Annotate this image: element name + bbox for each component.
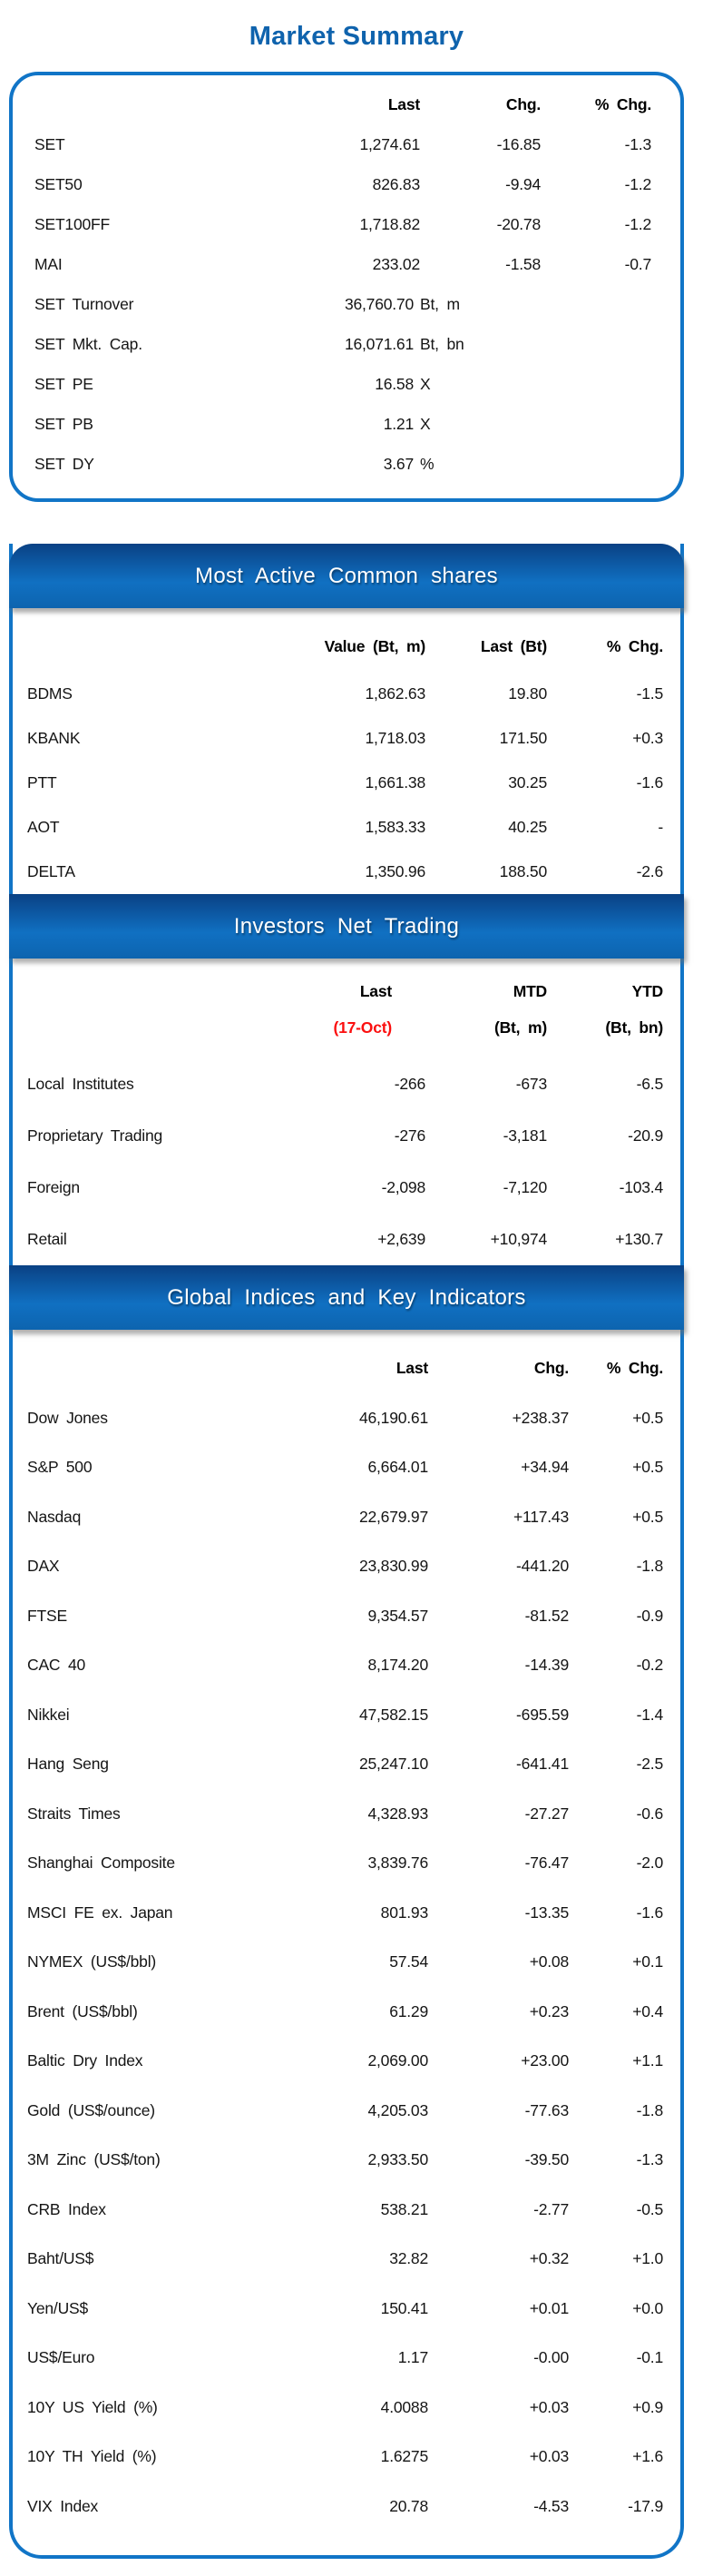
row-label: Baltic Dry Index — [27, 2051, 143, 2070]
cell-value: 16,071.61 — [344, 334, 414, 353]
table-row — [27, 1393, 663, 1443]
cell-value: -20.9 — [628, 1126, 663, 1145]
cell-value: +0.08 — [529, 1952, 569, 1971]
col-header-last: Last (Bt) — [480, 636, 547, 655]
cell-value: -1.6 — [636, 773, 663, 791]
table-row — [27, 2185, 663, 2235]
table-row — [27, 1492, 663, 1542]
cell-value: -1.3 — [636, 2150, 663, 2169]
cell-value: 826.83 — [372, 174, 420, 193]
table-row — [34, 244, 651, 284]
page-title: Market Summary — [249, 22, 464, 51]
table-row — [27, 1789, 663, 1839]
row-label: DAX — [27, 1557, 60, 1576]
cell-value: 4,328.93 — [367, 1804, 428, 1823]
row-label: DELTA — [27, 862, 75, 880]
row-label: Straits Times — [27, 1804, 121, 1823]
row-label: SET Turnover — [34, 294, 134, 313]
section-header-most-active — [9, 544, 684, 608]
row-label: Local Institutes — [27, 1075, 134, 1093]
cell-value: -2.6 — [636, 862, 663, 880]
table-row — [34, 164, 651, 204]
row-label: Dow Jones — [27, 1408, 108, 1427]
row-label: SET100FF — [34, 214, 111, 233]
cell-value: 1,718.82 — [359, 214, 420, 233]
cell-value: +0.01 — [529, 2298, 569, 2317]
cell-value: -14.39 — [524, 1656, 569, 1675]
cell-value: -16.85 — [496, 134, 541, 153]
cell-value: 1,661.38 — [365, 773, 425, 791]
cell-value: 1,583.33 — [365, 818, 425, 836]
row-label: Retail — [27, 1230, 67, 1248]
row-label: AOT — [27, 818, 60, 836]
cell-value: 1,274.61 — [359, 134, 420, 153]
cell-value: -81.52 — [524, 1606, 569, 1625]
section-title-investors: Investors Net Trading — [233, 913, 460, 939]
cell-value: -77.63 — [524, 2100, 569, 2119]
row-label: Nikkei — [27, 1705, 70, 1724]
most-active-rows — [27, 672, 663, 894]
row-label: S&P 500 — [27, 1458, 93, 1477]
row-label: Foreign — [27, 1178, 80, 1196]
cell-value: +0.1 — [632, 1952, 663, 1971]
cell-value: +0.4 — [632, 2001, 663, 2020]
cell-value: -76.47 — [524, 1853, 569, 1873]
cell-value: -641.41 — [516, 1755, 569, 1774]
cell-value: -266 — [394, 1075, 425, 1093]
cell-value: 4.0088 — [380, 2397, 428, 2416]
cell-value: +0.3 — [632, 729, 663, 747]
cell-value: -20.78 — [496, 214, 541, 233]
table-row — [27, 2284, 663, 2334]
table-row — [27, 1839, 663, 1889]
most-active-table — [13, 608, 680, 894]
col-header-mtd-unit: (Bt, m) — [493, 1018, 547, 1037]
cell-value: 1,862.63 — [365, 684, 425, 703]
cell-value: +0.0 — [632, 2298, 663, 2317]
cell-value: +1.6 — [632, 2447, 663, 2466]
table-row — [27, 761, 663, 805]
cell-value: 32.82 — [389, 2249, 428, 2268]
cell-value: 16.58 — [375, 374, 414, 393]
cell-value: -1.58 — [505, 254, 541, 273]
table-row — [27, 1987, 663, 2037]
table-row — [27, 1542, 663, 1592]
cell-value: 23,830.99 — [358, 1557, 428, 1576]
cell-value: 46,190.61 — [358, 1408, 428, 1427]
table-row — [27, 1938, 663, 1988]
row-label: 3M Zinc (US$/ton) — [27, 2150, 161, 2169]
col-header-mtd — [425, 973, 547, 1046]
cell-value: 150.41 — [380, 2298, 428, 2317]
cell-value: 1,350.96 — [365, 862, 425, 880]
table-row — [27, 1690, 663, 1740]
table-row — [27, 2334, 663, 2384]
row-label: Yen/US$ — [27, 2298, 89, 2317]
col-header-chg: Chg. — [505, 94, 541, 113]
cell-value: 188.50 — [499, 862, 547, 880]
table-row — [27, 2433, 663, 2483]
cell-value: -1.2 — [624, 174, 651, 193]
row-label: NYMEX (US$/bbl) — [27, 1952, 157, 1971]
cell-value: 801.93 — [380, 1903, 428, 1922]
cell-value: 22,679.97 — [358, 1507, 428, 1526]
cell-value: 1.6275 — [380, 2447, 428, 2466]
sections-panel — [9, 544, 684, 2559]
table-row — [34, 364, 651, 404]
cell-value: 20.78 — [389, 2496, 428, 2515]
cell-value: -1.2 — [624, 214, 651, 233]
cell-value: +0.5 — [632, 1408, 663, 1427]
table-row — [34, 324, 651, 364]
cell-unit: Bt, bn — [420, 334, 464, 353]
col-header-mtd-label: MTD — [513, 982, 547, 1000]
cell-value: -0.2 — [636, 1656, 663, 1675]
row-label: PTT — [27, 773, 57, 791]
row-label: Shanghai Composite — [27, 1853, 175, 1873]
table-row — [27, 1214, 663, 1265]
table-row — [34, 204, 651, 244]
row-label: CRB Index — [27, 2199, 106, 2218]
row-label: MAI — [34, 254, 63, 273]
cell-value: 9,354.57 — [367, 1606, 428, 1625]
cell-value: +0.03 — [529, 2447, 569, 2466]
table-row — [34, 444, 651, 484]
set-summary-rows — [34, 124, 651, 484]
row-label: CAC 40 — [27, 1656, 86, 1675]
cell-value: 538.21 — [380, 2199, 428, 2218]
cell-value: -13.35 — [524, 1903, 569, 1922]
cell-value: -0.6 — [636, 1804, 663, 1823]
cell-value: +2,639 — [377, 1230, 425, 1248]
table-row — [27, 1110, 663, 1162]
cell-value: -6.5 — [636, 1075, 663, 1093]
cell-value: 1,718.03 — [365, 729, 425, 747]
cell-value: +1.1 — [632, 2051, 663, 2070]
row-label: SET50 — [34, 174, 83, 193]
table-row — [27, 2136, 663, 2186]
cell-value: -1.8 — [636, 2100, 663, 2119]
row-label: SET DY — [34, 454, 94, 473]
cell-value: -1.6 — [636, 1903, 663, 1922]
table-row — [27, 2037, 663, 2087]
cell-value: -103.4 — [619, 1178, 663, 1196]
table-row — [27, 2383, 663, 2433]
cell-value: -39.50 — [524, 2150, 569, 2169]
row-label: SET PE — [34, 374, 93, 393]
cell-unit: X — [420, 414, 431, 433]
row-label: SET — [34, 134, 65, 153]
col-header-ytd-unit: (Bt, bn) — [605, 1018, 663, 1037]
cell-value: -1.3 — [624, 134, 651, 153]
table-row — [27, 672, 663, 716]
col-header-last: Last — [396, 1358, 428, 1377]
row-label: Nasdaq — [27, 1507, 82, 1526]
cell-value: +117.43 — [513, 1507, 569, 1526]
col-header-pct-chg: % Chg. — [594, 94, 651, 113]
cell-value: -7,120 — [503, 1178, 547, 1196]
set-summary-panel — [9, 72, 684, 502]
cell-value: -0.5 — [636, 2199, 663, 2218]
cell-unit: X — [420, 374, 431, 393]
col-header-ytd — [547, 973, 663, 1046]
cell-value: 6,664.01 — [367, 1458, 428, 1477]
cell-value: +0.5 — [632, 1458, 663, 1477]
cell-unit: Bt, m — [420, 294, 460, 313]
row-label: SET PB — [34, 414, 93, 433]
cell-value: +34.94 — [521, 1458, 569, 1477]
cell-value: -1.5 — [636, 684, 663, 703]
row-label: VIX Index — [27, 2496, 99, 2515]
cell-value: 61.29 — [389, 2001, 428, 2020]
global-indices-rows — [27, 1393, 663, 2532]
table-row — [34, 404, 651, 444]
cell-value: -695.59 — [516, 1705, 569, 1724]
cell-value: +0.23 — [529, 2001, 569, 2020]
table-row — [34, 284, 651, 324]
cell-value: 3.67 — [383, 454, 414, 473]
table-row — [27, 1058, 663, 1110]
cell-value: 1.21 — [383, 414, 414, 433]
cell-value: +0.03 — [529, 2397, 569, 2416]
table-row — [27, 716, 663, 761]
col-header-last: Last — [387, 94, 420, 113]
cell-value: 3,839.76 — [367, 1853, 428, 1873]
row-label: BDMS — [27, 684, 73, 703]
investors-table — [13, 959, 680, 1265]
cell-value: 36,760.70 — [344, 294, 414, 313]
col-header-pct-chg: % Chg. — [606, 1358, 663, 1377]
cell-value: -2,098 — [381, 1178, 425, 1196]
col-header-last-date: (17-Oct) — [333, 1018, 392, 1037]
row-label: Gold (US$/ounce) — [27, 2100, 155, 2119]
table-row — [27, 1888, 663, 1938]
row-label: US$/Euro — [27, 2348, 95, 2367]
cell-value: 19.80 — [508, 684, 547, 703]
section-header-global-indices — [9, 1265, 684, 1330]
global-indices-header-row — [27, 1330, 663, 1393]
cell-value: -9.94 — [505, 174, 541, 193]
cell-value: -0.9 — [636, 1606, 663, 1625]
cell-value: +10,974 — [490, 1230, 547, 1248]
row-label: KBANK — [27, 729, 81, 747]
cell-value: -673 — [515, 1075, 547, 1093]
cell-value: -2.77 — [533, 2199, 569, 2218]
investors-header-row — [27, 959, 663, 1058]
cell-value: +1.0 — [632, 2249, 663, 2268]
cell-value: -276 — [394, 1126, 425, 1145]
table-row — [27, 1641, 663, 1691]
col-header-last-label: Last — [359, 982, 392, 1000]
row-label: MSCI FE ex. Japan — [27, 1903, 173, 1922]
row-label: Baht/US$ — [27, 2249, 94, 2268]
cell-value: +238.37 — [512, 1408, 569, 1427]
investors-rows — [27, 1058, 663, 1265]
cell-value: +0.9 — [632, 2397, 663, 2416]
cell-value: -0.00 — [533, 2348, 569, 2367]
cell-value: +23.00 — [521, 2051, 569, 2070]
cell-value: -1.8 — [636, 1557, 663, 1576]
col-header-chg: Chg. — [533, 1358, 569, 1377]
cell-value: -27.27 — [524, 1804, 569, 1823]
cell-value: -2.0 — [636, 1853, 663, 1873]
cell-value: +0.5 — [632, 1507, 663, 1526]
table-row — [27, 2235, 663, 2285]
cell-value: 2,069.00 — [367, 2051, 428, 2070]
row-label: FTSE — [27, 1606, 67, 1625]
table-row — [27, 850, 663, 894]
row-label: Brent (US$/bbl) — [27, 2001, 138, 2020]
table-row — [27, 805, 663, 850]
row-label: Proprietary Trading — [27, 1126, 163, 1145]
row-label: 10Y US Yield (%) — [27, 2397, 158, 2416]
cell-value: -1.4 — [636, 1705, 663, 1724]
cell-value: 25,247.10 — [358, 1755, 428, 1774]
table-row — [27, 1162, 663, 1214]
global-indices-table — [13, 1330, 680, 2532]
table-row — [34, 124, 651, 164]
table-row — [27, 2482, 663, 2532]
cell-value: -17.9 — [628, 2496, 663, 2515]
cell-value: 57.54 — [389, 1952, 428, 1971]
most-active-header-row — [27, 608, 663, 672]
cell-value: -0.7 — [624, 254, 651, 273]
table-row — [27, 1740, 663, 1790]
cell-value: -0.1 — [636, 2348, 663, 2367]
cell-value: 2,933.50 — [367, 2150, 428, 2169]
set-summary-header-row — [34, 84, 651, 124]
col-header-ytd-label: YTD — [631, 982, 663, 1000]
section-title-most-active: Most Active Common shares — [195, 563, 498, 588]
col-header-last — [289, 973, 425, 1046]
cell-value: 40.25 — [508, 818, 547, 836]
cell-value: 30.25 — [508, 773, 547, 791]
market-summary-report — [0, 22, 713, 2559]
col-header-value: Value (Bt, m) — [324, 636, 425, 655]
cell-unit: % — [420, 454, 435, 473]
table-row — [27, 1591, 663, 1641]
cell-value: -3,181 — [503, 1126, 547, 1145]
row-label: 10Y TH Yield (%) — [27, 2447, 157, 2466]
cell-value: 8,174.20 — [367, 1656, 428, 1675]
table-row — [27, 1443, 663, 1493]
cell-value: 1.17 — [397, 2348, 428, 2367]
cell-value: -2.5 — [636, 1755, 663, 1774]
table-row — [27, 2086, 663, 2136]
cell-value: 233.02 — [372, 254, 420, 273]
cell-value: +130.7 — [615, 1230, 663, 1248]
section-header-investors — [9, 894, 684, 959]
cell-value: - — [658, 818, 663, 836]
row-label: SET Mkt. Cap. — [34, 334, 142, 353]
cell-value: 4,205.03 — [367, 2100, 428, 2119]
cell-value: +0.32 — [529, 2249, 569, 2268]
col-header-pct-chg: % Chg. — [606, 636, 663, 655]
cell-value: -4.53 — [533, 2496, 569, 2515]
row-label: Hang Seng — [27, 1755, 109, 1774]
cell-value: -441.20 — [516, 1557, 569, 1576]
section-title-global-indices: Global Indices and Key Indicators — [167, 1284, 526, 1310]
cell-value: 47,582.15 — [358, 1705, 428, 1724]
cell-value: 171.50 — [499, 729, 547, 747]
